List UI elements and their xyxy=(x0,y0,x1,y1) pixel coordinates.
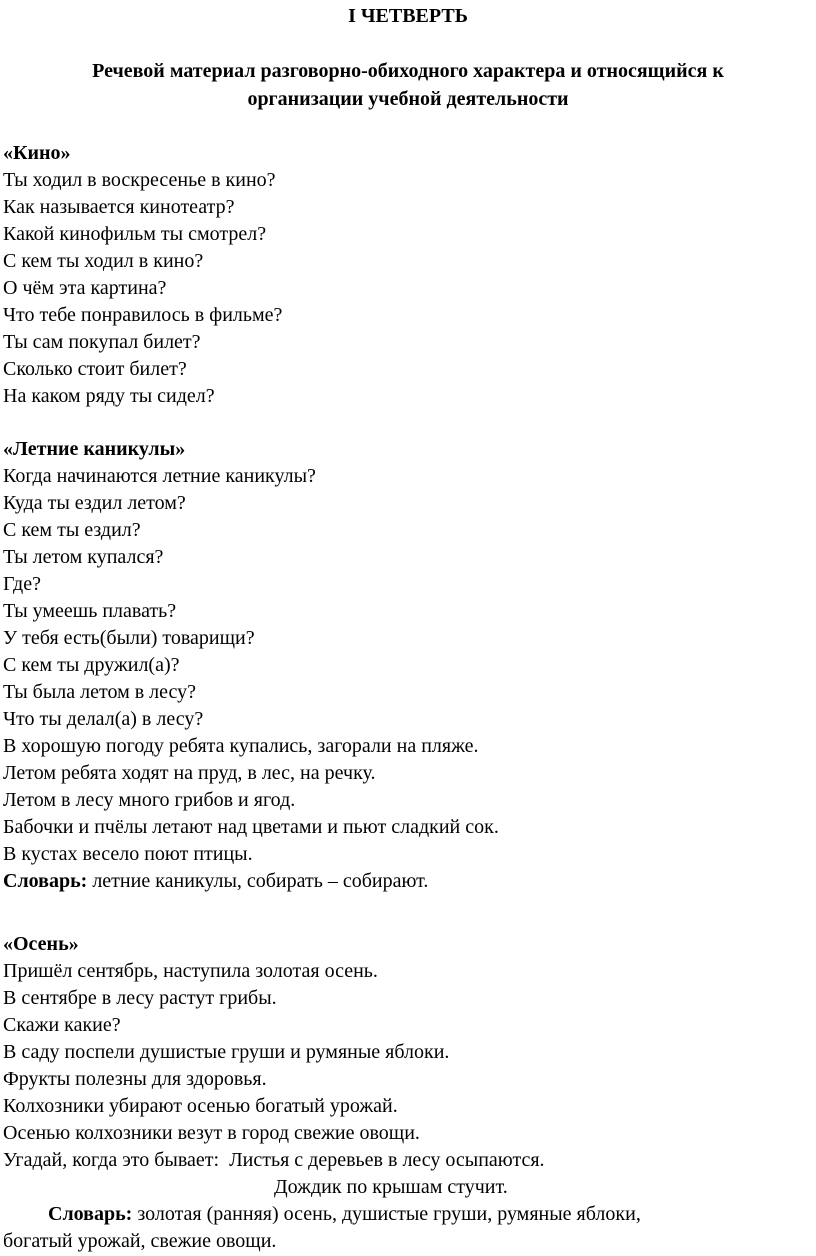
vocabulary-label: Словарь: xyxy=(3,870,88,892)
text-line: У тебя есть(были) товарищи? xyxy=(3,627,255,649)
subtitle-line-1: Речевой материал разговорно-обиходного характера и относящийся к xyxy=(92,60,724,82)
vocabulary-text: летние каникулы, собирать – собирают. xyxy=(87,870,429,892)
text-line: О чём эта картина? xyxy=(3,277,167,299)
text-line: Где? xyxy=(3,573,41,595)
page-subtitle xyxy=(0,57,816,113)
text-line: С кем ты ходил в кино? xyxy=(3,250,204,272)
text-line: В сентябре в лесу растут грибы. xyxy=(3,987,277,1009)
vocabulary-label: Словарь: xyxy=(48,1203,133,1225)
text-line: С кем ты дружил(а)? xyxy=(3,654,180,676)
riddle-line-2: Дождик по крышам стучит. xyxy=(274,1176,508,1198)
section-summer-holidays xyxy=(3,436,809,895)
text-line: Летом ребята ходят на пруд, в лес, на речку. xyxy=(3,762,376,784)
text-line: На каком ряду ты сидел? xyxy=(3,385,215,407)
text-line: Скажи какие? xyxy=(3,1014,121,1036)
text-line: Ты летом купался? xyxy=(3,546,164,568)
text-line: Ты ходил в воскресенье в кино? xyxy=(3,169,276,191)
section-heading: «Кино» xyxy=(3,142,71,164)
subtitle-line-2: организации учебной деятельности xyxy=(247,88,569,110)
text-line: Осенью колхозники везут в город свежие овощи. xyxy=(3,1122,420,1144)
text-line: Куда ты ездил летом? xyxy=(3,492,186,514)
text-line: С кем ты ездил? xyxy=(3,519,141,541)
text-line: Что тебе понравилось в фильме? xyxy=(3,304,283,326)
text-line: В саду поспели душистые груши и румяные яблоки. xyxy=(3,1041,450,1063)
text-line: Какой кинофильм ты смотрел? xyxy=(3,223,267,245)
riddle-line-1: Угадай, когда это бывает: Листья с деревьев в лесу осыпаются. xyxy=(3,1149,545,1171)
text-line: Фрукты полезны для здоровья. xyxy=(3,1068,267,1090)
section-autumn xyxy=(3,931,809,1255)
section-heading: «Осень» xyxy=(3,933,79,955)
page-title: I ЧЕТВЕРТЬ xyxy=(348,5,468,27)
text-line: Колхозники убирают осенью богатый урожай. xyxy=(3,1095,398,1117)
text-line: Летом в лесу много грибов и ягод. xyxy=(3,789,296,811)
text-line: Сколько стоит билет? xyxy=(3,358,187,380)
vocabulary-continuation: богатый урожай, свежие овощи. xyxy=(3,1230,277,1252)
text-line: Пришёл сентябрь, наступила золотая осень. xyxy=(3,960,378,982)
text-line: Бабочки и пчёлы летают над цветами и пьют сладкий сок. xyxy=(3,816,499,838)
text-line: Ты умеешь плавать? xyxy=(3,600,177,622)
section-kino xyxy=(3,140,809,410)
text-line: Ты была летом в лесу? xyxy=(3,681,197,703)
text-line: В кустах весело поют птицы. xyxy=(3,843,253,865)
vocabulary-line xyxy=(3,1201,809,1228)
text-line: В хорошую погоду ребята купались, загорали на пляже. xyxy=(3,735,479,757)
text-line: Что ты делал(а) в лесу? xyxy=(3,708,204,730)
text-line: Когда начинаются летние каникулы? xyxy=(3,465,316,487)
text-line: Ты сам покупал билет? xyxy=(3,331,201,353)
text-line: Как называется кинотеатр? xyxy=(3,196,235,218)
vocabulary-line xyxy=(3,868,809,895)
section-heading: «Летние каникулы» xyxy=(3,438,186,460)
vocabulary-text: золотая (ранняя) осень, душистые груши, румяные яблоки, xyxy=(132,1203,641,1225)
